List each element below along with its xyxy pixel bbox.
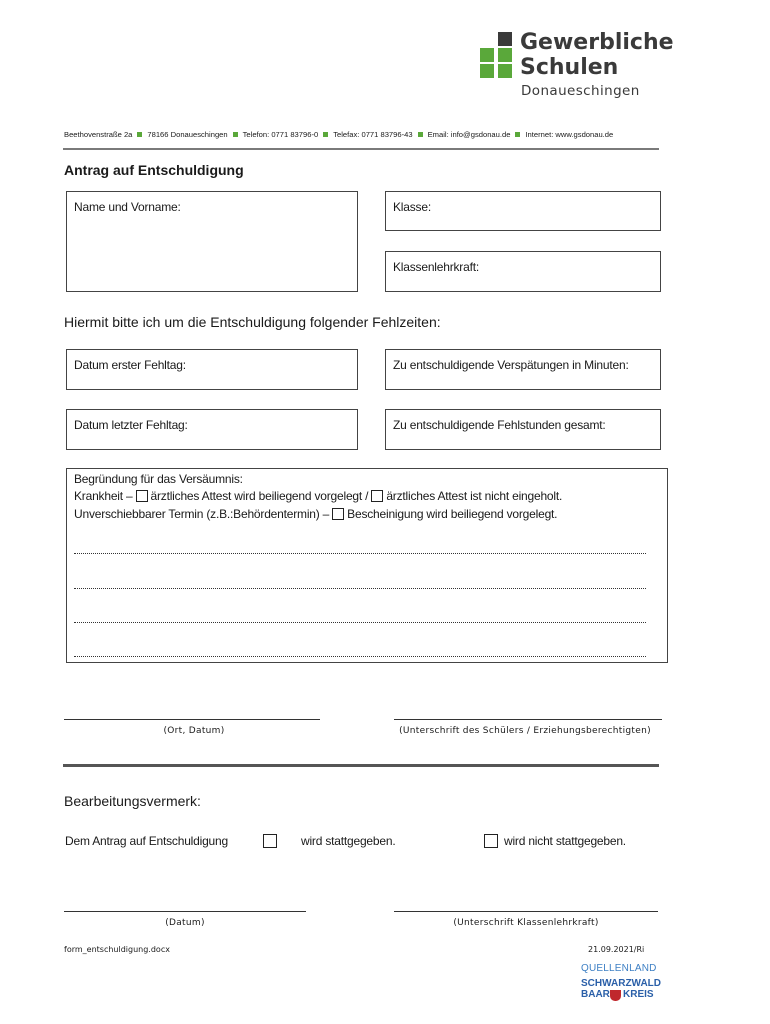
illness-row (74, 489, 562, 503)
certificate-checkbox[interactable] (332, 508, 344, 520)
logo-square-dark (498, 32, 512, 46)
reason-line[interactable] (74, 588, 646, 589)
not-granted-checkbox[interactable] (484, 834, 498, 848)
class-label: Klasse: (393, 200, 431, 214)
student-signature-caption: (Unterschrift des Schülers / Erziehungsberechtigten) (399, 726, 651, 736)
logo-name-line1: Gewerbliche (520, 30, 674, 55)
school-logo (478, 30, 683, 102)
date-line[interactable] (64, 911, 306, 912)
contact-phone: Telefon: 0771 83796-0 (242, 130, 319, 139)
place-date-caption: (Ort, Datum) (163, 726, 225, 736)
appointment-label: Unverschiebbarer Termin (z.B.:Behördentermin) – (74, 507, 330, 521)
certificate-label: Bescheinigung wird beiliegend vorgelegt. (347, 507, 558, 521)
section-divider (63, 764, 659, 767)
request-text: Hiermit bitte ich um die Entschuldigung folgender Fehlzeiten: (64, 314, 441, 330)
logo-square-green (498, 48, 512, 62)
bullet-icon (418, 132, 423, 137)
name-field[interactable] (66, 191, 358, 292)
first-day-label: Datum erster Fehltag: (74, 358, 186, 372)
missed-hours-label: Zu entschuldigende Fehlstunden gesamt: (393, 418, 606, 432)
teacher-signature-caption: (Unterschrift Klassenlehrkraft) (453, 918, 599, 928)
class-field[interactable] (385, 191, 661, 231)
contact-line (64, 130, 664, 139)
region-badge (578, 961, 660, 1007)
first-day-field[interactable] (66, 349, 358, 390)
contact-street: Beethovenstraße 2a (64, 130, 133, 139)
form-title: Antrag auf Entschuldigung (64, 162, 244, 178)
attest-enclosed-checkbox[interactable] (136, 490, 148, 502)
reason-heading: Begründung für das Versäumnis: (74, 472, 243, 486)
missed-hours-field[interactable] (385, 409, 661, 450)
reason-line[interactable] (74, 656, 646, 657)
place-date-line[interactable] (64, 719, 320, 720)
granted-checkbox[interactable] (263, 834, 277, 848)
reason-line[interactable] (74, 553, 646, 554)
contact-city: 78166 Donaueschingen (147, 130, 228, 139)
last-day-label: Datum letzter Fehltag: (74, 418, 188, 432)
name-label: Name und Vorname: (74, 200, 181, 214)
processing-heading: Bearbeitungsvermerk: (64, 793, 201, 809)
student-signature-line[interactable] (394, 719, 662, 720)
bullet-icon (137, 132, 142, 137)
reason-line[interactable] (74, 622, 646, 623)
granted-label: wird stattgegeben. (301, 834, 396, 848)
footer-filename: form_entschuldigung.docx (64, 945, 170, 954)
logo-city: Donaueschingen (521, 83, 640, 99)
badge-crest-icon (610, 990, 621, 1001)
logo-square-green (480, 64, 494, 78)
badge-line3-right: KREIS (623, 989, 654, 1000)
bullet-icon (233, 132, 238, 137)
contact-fax: Telefax: 0771 83796-43 (333, 130, 413, 139)
logo-name-line2: Schulen (520, 55, 619, 80)
lateness-field[interactable] (385, 349, 661, 390)
teacher-label: Klassenlehrkraft: (393, 260, 479, 274)
logo-square-green (498, 64, 512, 78)
header-divider (63, 148, 659, 150)
teacher-signature-line[interactable] (394, 911, 658, 912)
attest-missing-checkbox[interactable] (371, 490, 383, 502)
teacher-field[interactable] (385, 251, 661, 292)
last-day-field[interactable] (66, 409, 358, 450)
illness-label: Krankheit – (74, 489, 133, 503)
logo-square-green (480, 48, 494, 62)
attest-enclosed-label: ärztliches Attest wird beiliegend vorgelegt / (150, 489, 369, 503)
attest-missing-label: ärztliches Attest ist nicht eingeholt. (386, 489, 563, 503)
badge-line3-left: BAAR (581, 989, 610, 1000)
appointment-row (74, 507, 557, 521)
not-granted-label: wird nicht stattgegeben. (504, 834, 626, 848)
request-label: Dem Antrag auf Entschuldigung (65, 834, 228, 848)
badge-line2: SCHWARZWALD (581, 978, 661, 989)
lateness-label: Zu entschuldigende Verspätungen in Minuten: (393, 358, 629, 372)
footer-date-code: 21.09.2021/Ri (588, 945, 645, 954)
bullet-icon (323, 132, 328, 137)
badge-line1: QUELLENLAND (581, 963, 657, 974)
bullet-icon (515, 132, 520, 137)
date-caption: (Datum) (165, 918, 205, 928)
contact-web: Internet: www.gsdonau.de (525, 130, 614, 139)
contact-email: Email: info@gsdonau.de (427, 130, 511, 139)
